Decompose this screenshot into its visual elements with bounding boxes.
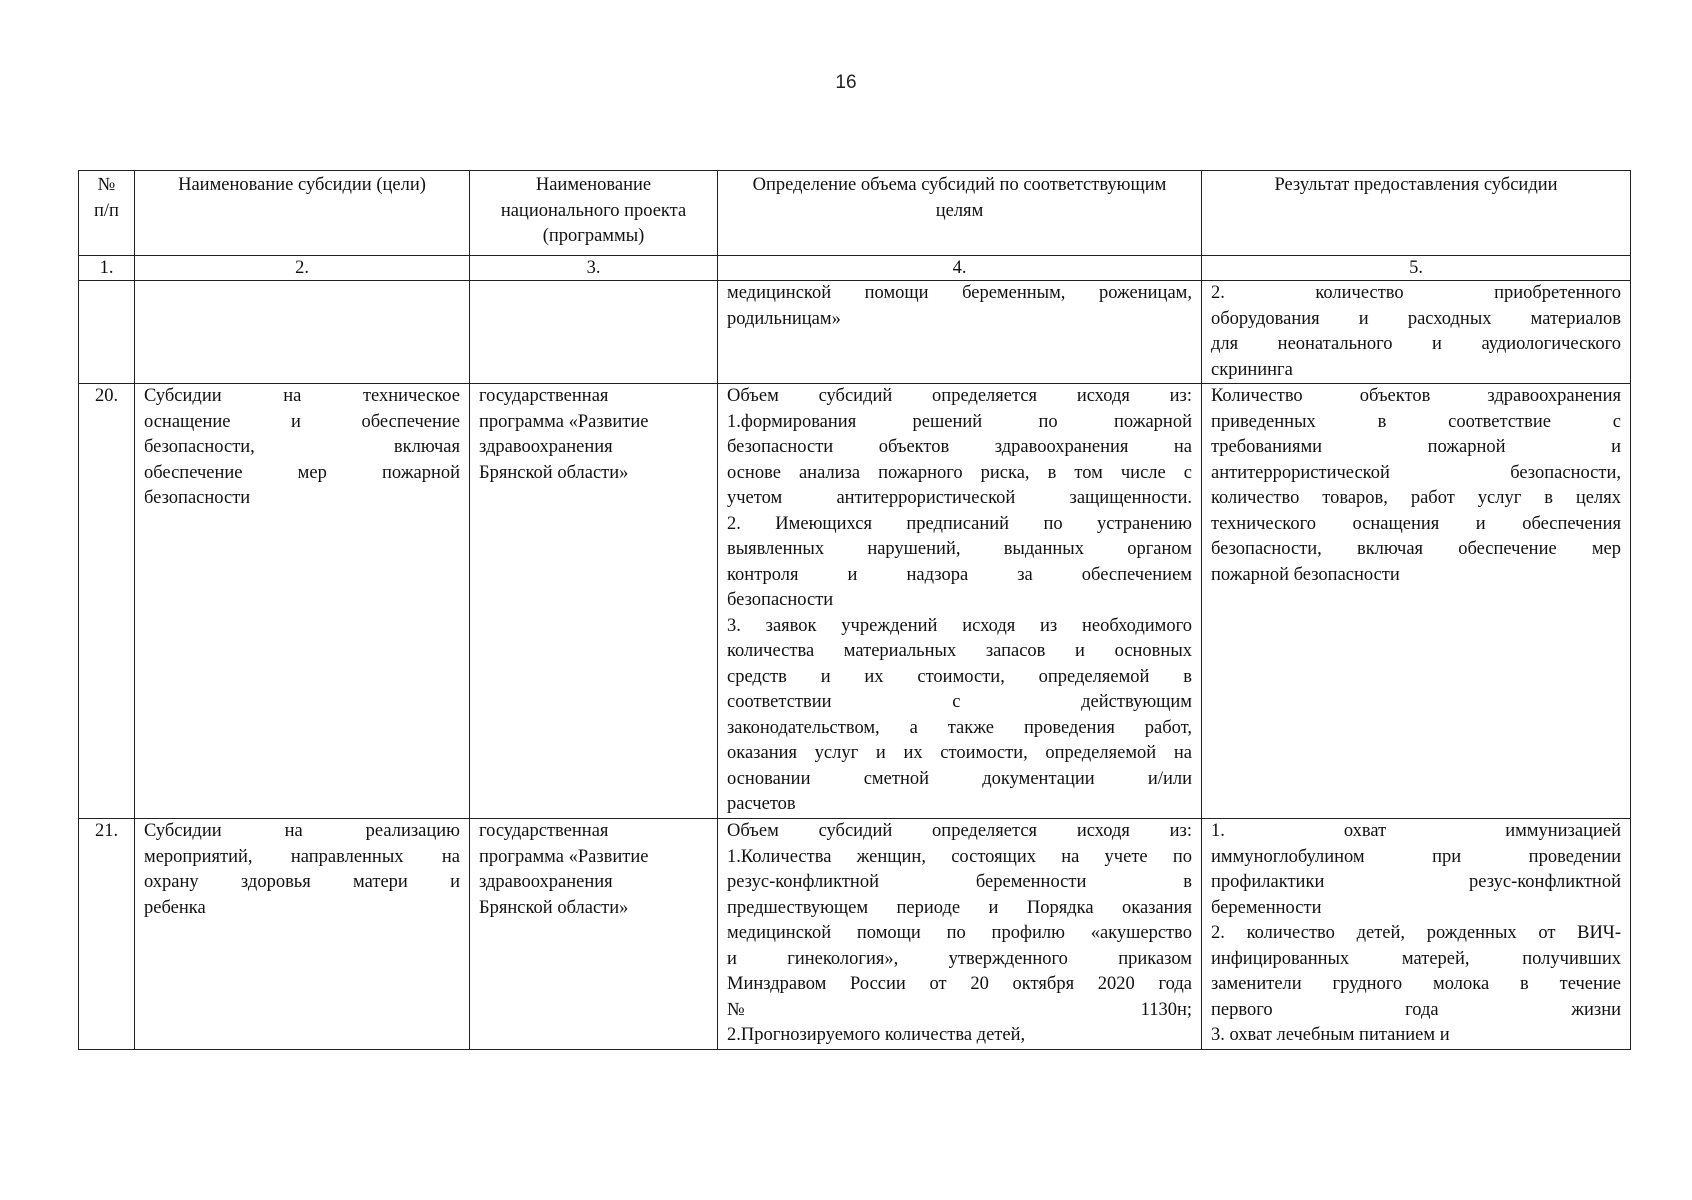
cell-text-line: Субсидии на реализацию — [144, 821, 460, 841]
cell-text-line: основе анализа пожарного риска, в том числе с — [727, 462, 1192, 483]
cell-text-line: 1. охват иммунизацией — [1211, 821, 1621, 841]
cell-text-line: количество товаров, работ услуг в целях — [1211, 488, 1621, 508]
cell-text-line: 1.формирования решений по пожарной — [727, 411, 1192, 432]
cell-text-line: 2. количество приобретенного — [1211, 283, 1621, 303]
project-cell — [470, 819, 718, 1050]
result-cell — [1202, 281, 1631, 384]
cell-text-line: Объем субсидий определяется исходя из: — [727, 821, 1192, 841]
cell-text-line: беременности — [1211, 897, 1322, 918]
cell-text-line: иммуноглобулином при проведении — [1211, 846, 1621, 867]
row-number — [79, 281, 135, 384]
cell-text-line: соответствии с действующим — [727, 692, 1192, 712]
cell-text-line: 3. охват лечебным питанием и — [1211, 1025, 1450, 1045]
column-number: 5. — [1202, 256, 1631, 281]
cell-text-line: 2. Имеющихся предписаний по устранению — [727, 513, 1192, 534]
subsidy-table — [78, 170, 1631, 1050]
cell-text-line: антитеррористической безопасности, — [1211, 462, 1621, 483]
definition-cell — [718, 819, 1202, 1050]
header-subsidy-name: Наименование субсидии (цели) — [135, 171, 470, 256]
column-number: 1. — [79, 256, 135, 281]
cell-text-line: заменители грудного молока в течение — [1211, 974, 1621, 994]
cell-text-line: программа «Развитие — [479, 846, 649, 867]
cell-text-line: программа «Развитие — [479, 411, 649, 432]
definition-cell — [718, 384, 1202, 819]
cell-text-line: охрану здоровья матери и — [144, 872, 460, 892]
cell-text-line: Брянской области» — [479, 462, 629, 483]
cell-text-line: выявленных нарушений, выданных органом — [727, 539, 1192, 559]
cell-text-line: безопасности — [727, 590, 834, 610]
cell-text-line: оборудования и расходных материалов — [1211, 308, 1621, 329]
column-number: 3. — [470, 256, 718, 281]
cell-text-line: Субсидии на техническое — [144, 386, 460, 406]
cell-text-line: здравоохранения — [479, 437, 613, 457]
result-cell — [1202, 819, 1631, 1050]
cell-text-line: безопасности, включая — [144, 437, 460, 457]
cell-text-line: оснащение и обеспечение — [144, 411, 460, 432]
cell-text-line: расчетов — [727, 794, 796, 814]
cell-text-line: резус-конфликтной беременности в — [727, 872, 1192, 892]
cell-text-line: Брянской области» — [479, 897, 629, 918]
cell-text-line: здравоохранения — [479, 872, 613, 892]
column-number: 4. — [718, 256, 1202, 281]
cell-text-line: обеспечение мер пожарной — [144, 462, 460, 483]
cell-text-line: государственная — [479, 821, 609, 841]
project-cell — [470, 281, 718, 384]
row-number: 20. — [79, 384, 135, 819]
cell-text-line: родильницам» — [727, 308, 841, 329]
cell-text-line: пожарной безопасности — [1211, 564, 1400, 585]
cell-text-line: 2.Прогнозируемого количества детей, — [727, 1025, 1026, 1045]
cell-text-line: мероприятий, направленных на — [144, 846, 460, 867]
cell-text-line: государственная — [479, 386, 609, 406]
table-header-row — [79, 171, 1631, 256]
cell-text-line: инфицированных матерей, получивших — [1211, 948, 1621, 969]
cell-text-line: безопасности — [144, 488, 251, 508]
cell-text-line: приведенных в соответствие с — [1211, 411, 1621, 432]
cell-text-line: средств и их стоимости, определяемой в — [727, 666, 1192, 687]
cell-text-line: безопасности, включая обеспечение мер — [1211, 539, 1621, 559]
header-volume-definition: Определение объема субсидий по соответствующим целям — [718, 171, 1202, 256]
header-result: Результат предоставления субсидии — [1202, 171, 1631, 256]
cell-text-line: предшествующем периоде и Порядка оказания — [727, 897, 1192, 918]
result-cell — [1202, 384, 1631, 819]
header-number: № п/п — [79, 171, 135, 256]
table-row — [79, 819, 1631, 1050]
subsidy-name-cell — [135, 384, 470, 819]
cell-text-line: оказания услуг и их стоимости, определяемой на — [727, 743, 1192, 763]
cell-text-line: Объем субсидий определяется исходя из: — [727, 386, 1192, 406]
cell-text-line: 1.Количества женщин, состоящих на учете по — [727, 846, 1192, 867]
row-number: 21. — [79, 819, 135, 1050]
cell-text-line: контроля и надзора за обеспечением — [727, 564, 1192, 585]
header-national-project: Наименование национального проекта (программы) — [470, 171, 718, 256]
subsidy-name-cell — [135, 819, 470, 1050]
definition-cell — [718, 281, 1202, 384]
cell-text-line: Количество объектов здравоохранения — [1211, 386, 1621, 406]
cell-text-line: технического оснащения и обеспечения — [1211, 513, 1621, 534]
cell-text-line: учетом антитеррористической защищенности. — [727, 488, 1192, 508]
cell-text-line: ребенка — [144, 897, 206, 918]
cell-text-line: требованиями пожарной и — [1211, 437, 1621, 457]
cell-text-line: № 1130н; — [727, 999, 1192, 1020]
column-numbers-row — [79, 256, 1631, 281]
cell-text-line: основании сметной документации и/или — [727, 768, 1192, 789]
cell-text-line: и гинекология», утвержденного приказом — [727, 948, 1192, 969]
cell-text-line: медицинской помощи по профилю «акушерство — [727, 923, 1192, 943]
cell-text-line: 3. заявок учреждений исходя из необходимого — [727, 615, 1192, 636]
page-number: 16 — [835, 72, 857, 93]
cell-text-line: медицинской помощи беременным, роженицам, — [727, 283, 1192, 303]
cell-text-line: количества материальных запасов и основных — [727, 641, 1192, 661]
project-cell — [470, 384, 718, 819]
cell-text-line: профилактики резус-конфликтной — [1211, 872, 1621, 892]
cell-text-line: безопасности объектов здравоохранения на — [727, 437, 1192, 457]
cell-text-line: Минздравом России от 20 октября 2020 года — [727, 974, 1192, 994]
cell-text-line: первого года жизни — [1211, 999, 1621, 1020]
cell-text-line: для неонатального и аудиологического — [1211, 334, 1621, 354]
cell-text-line: 2. количество детей, рожденных от ВИЧ- — [1211, 923, 1621, 943]
cell-text-line: скрининга — [1211, 359, 1293, 380]
cell-text-line: законодательством, а также проведения работ, — [727, 717, 1192, 738]
table-row — [79, 384, 1631, 819]
table-row — [79, 281, 1631, 384]
subsidy-name-cell — [135, 281, 470, 384]
column-number: 2. — [135, 256, 470, 281]
